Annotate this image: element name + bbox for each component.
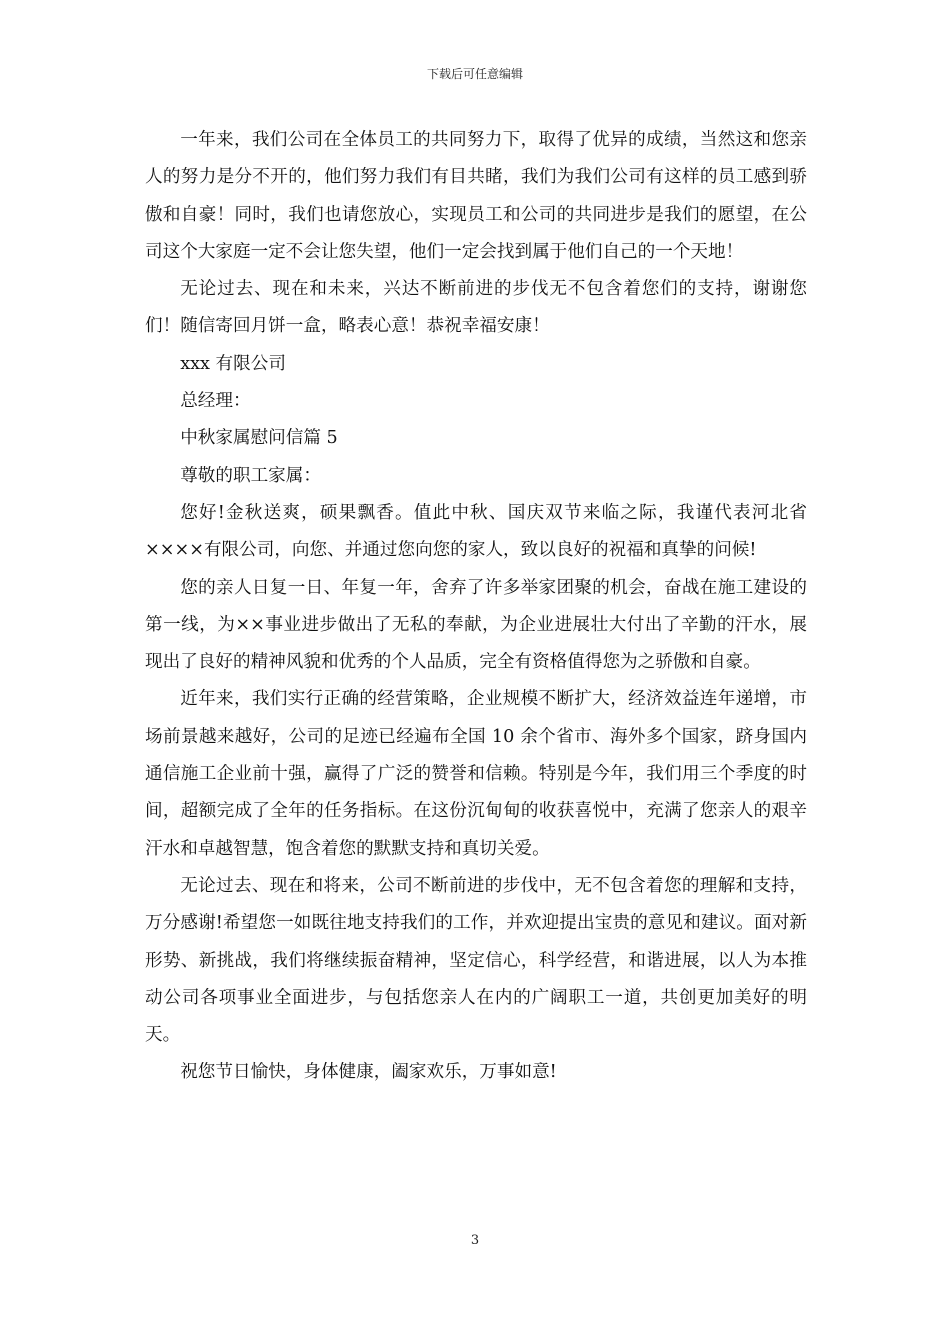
- salutation: 尊敬的职工家属：: [180, 465, 321, 486]
- paragraph-year-review: 一年来，我们公司在全体员工的共同努力下，取得了优异的成绩，当然这和您亲人的努力是分不开的，他们努力我们有目共睹，我们为我们公司有这样的员工感到骄傲和自豪！同时，我们也请您放心，实现员工和公司的共同进步是我们的愿望，在公司这个大家庭一定不会让您失望，他们一定会找到属于他们自己的一个天地！: [145, 130, 807, 262]
- paragraph-closing-wishes: 祝您节日愉快，身体健康，阖家欢乐，万事如意!: [180, 1062, 557, 1083]
- section-title: 中秋家属慰问信篇 5: [180, 428, 338, 449]
- paragraph-dedication: 您的亲人日复一日、年复一年，舍弃了许多举家团聚的机会，奋战在施工建设的第一线，为××事业进步做出了无私的奉献，为企业进展壮大付出了辛勤的汗水，展现出了良好的精神风貌和优秀的个人品质，完全有资格值得您为之骄傲和自豪。: [145, 577, 807, 673]
- document-body: [145, 122, 807, 1092]
- page-number: 3: [470, 1233, 480, 1248]
- general-manager-line: 总经理：: [180, 391, 251, 412]
- page-header: 下载后可任意编辑: [426, 67, 523, 81]
- paragraph-achievements: 近年来，我们实行正确的经营策略，企业规模不断扩大，经济效益连年递增，市场前景越来越好，公司的足迹已经遍布全国 10 余个省市、海外多个国家，跻身国内通信施工企业前十强，赢得了广泛的赞誉和信赖。特别是今年，我们用三个季度的时间，超额完成了全年的任务指标。在这份沉甸甸的收获喜悦中，充满了您亲人的艰辛汗水和卓越智慧，饱含着您的默默支持和真切关爱。: [145, 689, 807, 859]
- paragraph-thanks: 无论过去、现在和未来，兴达不断前进的步伐无不包含着您们的支持，谢谢您们！随信寄回月饼一盒，略表心意！恭祝幸福安康！: [145, 279, 807, 337]
- paragraph-greeting: 您好!金秋送爽，硕果飘香。值此中秋、国庆双节来临之际，我谨代表河北省××××有限公司，向您、并通过您向您的家人，致以良好的祝福和真挚的问候!: [145, 502, 807, 561]
- paragraph-future: 无论过去、现在和将来，公司不断前进的步伐中，无不包含着您的理解和支持，万分感谢!希望您一如既往地支持我们的工作，并欢迎提出宝贵的意见和建议。面对新形势、新挑战，我们将继续振奋精神，坚定信心，科学经营，和谐进展，以人为本推动公司各项事业全面进步，与包括您亲人在内的广阔职工一道，共创更加美好的明天。: [145, 875, 807, 1046]
- company-signature: xxx 有限公司: [180, 353, 286, 374]
